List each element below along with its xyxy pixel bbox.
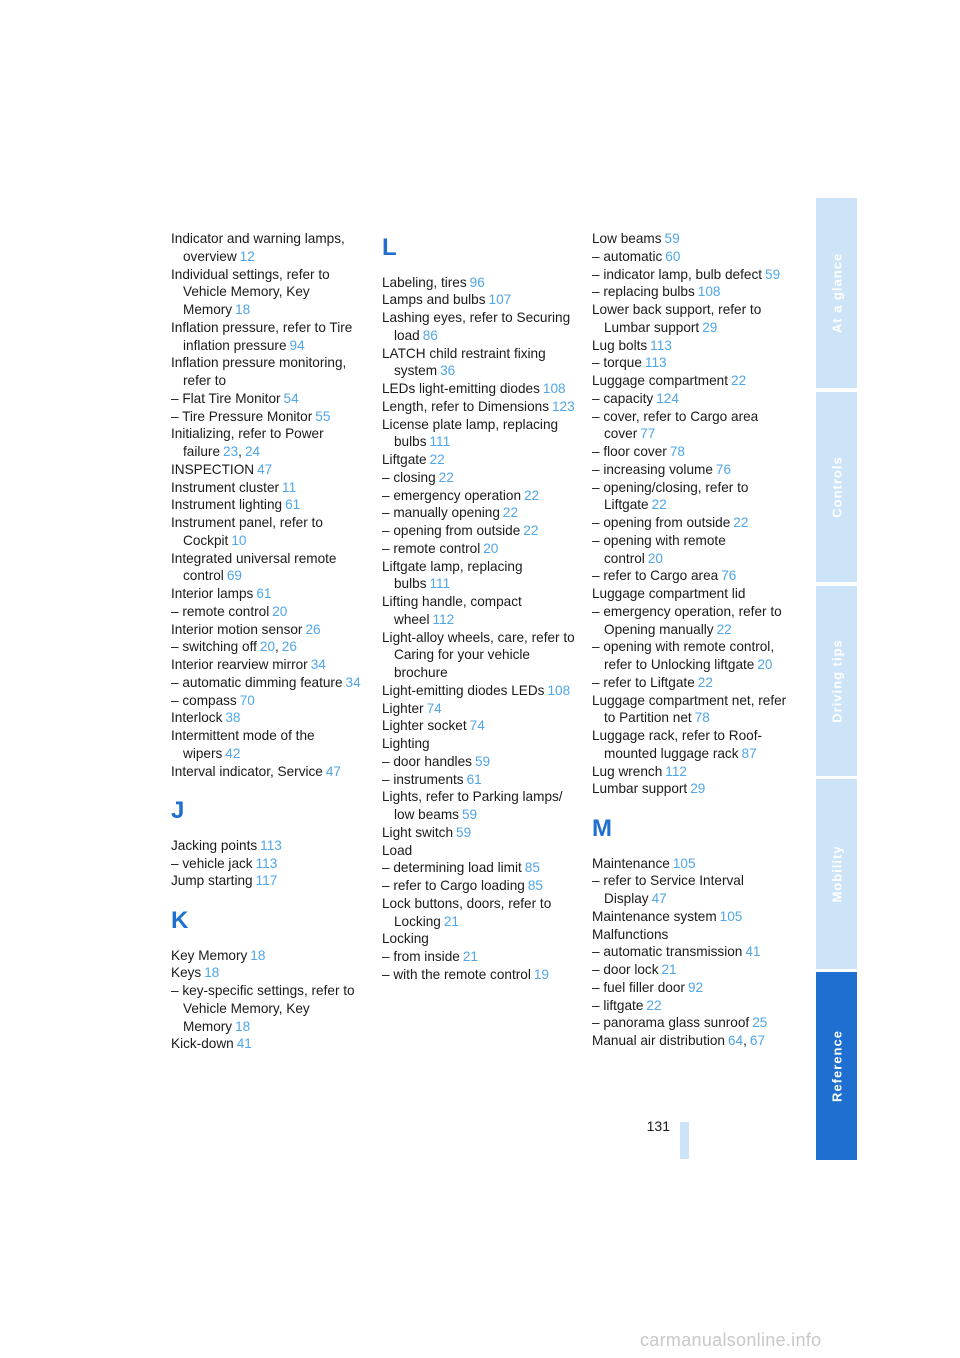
page-link[interactable]: 34 — [310, 657, 326, 672]
entry-text: Interior motion sensor — [171, 621, 303, 637]
page-number: 131 — [646, 1118, 670, 1134]
page-link[interactable]: 61 — [256, 586, 272, 601]
index-entry — [592, 372, 788, 390]
entry-text: – emergency operation, refer to Opening manually — [592, 603, 782, 637]
letter-heading: K — [171, 907, 189, 934]
entry-text: Lower back support, refer to Lumbar support — [592, 302, 762, 335]
tab-label: Reference — [829, 1030, 844, 1102]
index-entry — [592, 855, 788, 873]
index-entry — [592, 603, 788, 639]
entry-text: License plate lamp, replacing bulbs — [382, 416, 559, 450]
entry-text: – door lock — [592, 962, 659, 977]
entry-text: – opening from outside — [592, 515, 731, 530]
index-entry — [382, 593, 578, 629]
entry-text: Maintenance system — [592, 908, 717, 924]
page-link[interactable]: 47 — [325, 763, 341, 779]
entry-text: – floor cover — [592, 444, 667, 459]
page-link[interactable]: 23 — [223, 444, 239, 459]
page-link[interactable]: 60 — [665, 248, 681, 264]
letter-heading: J — [171, 797, 185, 825]
page-link[interactable]: 59 — [474, 753, 491, 769]
entry-text: Manual air distribution — [592, 1033, 725, 1048]
index-entry — [382, 398, 578, 416]
index-entry — [171, 692, 367, 710]
entry-text: – closing — [382, 469, 436, 485]
page-link[interactable]: 41 — [236, 1036, 252, 1052]
index-entry — [592, 283, 788, 301]
entry-text: Individual settings, refer to Vehicle Memory, Key Memory — [171, 266, 330, 317]
page-link[interactable]: 21 — [661, 962, 677, 977]
index-entry — [171, 872, 367, 890]
entry-text: Instrument lighting — [171, 497, 283, 513]
page-link[interactable]: 21 — [462, 949, 478, 964]
entry-text: Luggage rack, refer to Roof-mounted luggage rack — [592, 728, 763, 761]
entry-text: Load — [382, 842, 413, 858]
entry-text: – torque — [592, 355, 642, 371]
entry-text: – key-specific settings, refer to Vehicle Memory, Key Memory — [171, 983, 355, 1034]
index-entry — [382, 788, 578, 824]
index-entry: Initializing, refer to Power failure 23, 24 — [171, 426, 324, 459]
index-entry — [171, 621, 367, 639]
index-entry — [382, 877, 578, 895]
entry-text: Malfunctions — [592, 926, 669, 942]
index-column-3 — [592, 230, 788, 1050]
page-link[interactable]: 113 — [255, 855, 278, 871]
entry-text: Interval indicator, Service — [171, 763, 323, 779]
entry-text: Interlock — [171, 710, 223, 726]
page-link[interactable]: 94 — [289, 337, 305, 353]
page-link[interactable]: 113 — [260, 837, 282, 853]
entry-text: Lumbar support — [592, 781, 688, 797]
entry-text: Initializing, refer to Power failure — [171, 426, 324, 459]
entry-text: – remote control — [171, 603, 270, 619]
page-link[interactable]: 85 — [527, 878, 543, 893]
index-entry — [382, 895, 578, 931]
entry-text: Labeling, tires — [382, 274, 467, 290]
page-link[interactable]: 105 — [672, 855, 696, 871]
index-entry — [382, 522, 578, 540]
entry-text: – switching off — [171, 639, 257, 655]
entry-text: – remote control — [382, 540, 481, 556]
page-link[interactable]: 20 — [259, 639, 276, 655]
entry-text: Light-emitting diodes LEDs — [382, 682, 545, 698]
page-link[interactable]: 96 — [469, 274, 485, 290]
page-link[interactable]: 21 — [443, 913, 459, 929]
index-entry — [171, 837, 367, 855]
page-link[interactable]: 112 — [432, 611, 455, 627]
page-link[interactable]: 92 — [687, 979, 704, 995]
watermark: carmanualsonline.info — [640, 1330, 822, 1350]
page-link[interactable]: 20 — [483, 540, 499, 556]
page-link[interactable]: 22 — [523, 523, 539, 538]
page-link[interactable]: 113 — [650, 337, 672, 353]
entry-text: Luggage compartment — [592, 373, 729, 388]
index-entry — [171, 964, 367, 982]
page-link[interactable]: 70 — [239, 692, 255, 708]
index-entry — [171, 709, 367, 727]
page-link[interactable]: 87 — [741, 745, 757, 761]
entry-text: Length, refer to Dimensions — [382, 398, 549, 414]
entry-text: Lighting — [382, 736, 430, 751]
index-entry — [171, 1035, 367, 1053]
page-link[interactable]: 61 — [466, 771, 482, 787]
index-entry — [382, 469, 578, 487]
entry-text: – instruments — [382, 771, 464, 787]
index-entry — [382, 966, 578, 984]
index-entry — [171, 727, 367, 763]
page-link[interactable]: 22 — [651, 497, 667, 513]
page-link[interactable]: 59 — [765, 266, 781, 282]
entry-text: – fuel filler door — [592, 979, 685, 995]
page-link[interactable]: 24 — [244, 444, 261, 459]
page-link[interactable]: 42 — [225, 745, 241, 761]
page-link[interactable]: 38 — [225, 710, 241, 726]
page-link[interactable]: 61 — [285, 497, 301, 513]
entry-text: – from inside — [382, 949, 460, 964]
page-link[interactable]: 108 — [542, 381, 566, 396]
page-link[interactable]: 108 — [697, 284, 721, 300]
index-entry — [592, 230, 788, 248]
index-entry — [382, 842, 578, 860]
tab-driving-tips[interactable] — [816, 586, 857, 776]
entry-text: Instrument cluster — [171, 479, 280, 495]
page-link[interactable]: 117 — [255, 873, 278, 889]
entry-text: – door handles — [382, 753, 472, 769]
entry-text: – capacity — [592, 390, 654, 406]
entry-text: Indicator and warning lamps, overview — [171, 231, 345, 264]
page-link[interactable]: 108 — [547, 682, 571, 698]
index-entry — [382, 504, 578, 522]
page-link[interactable]: 74 — [426, 700, 442, 716]
letter-heading: M — [592, 815, 612, 842]
index-entry — [592, 443, 788, 461]
index-entry — [171, 479, 367, 497]
index-entry — [382, 274, 578, 292]
page-link[interactable]: 105 — [719, 908, 743, 924]
page-link[interactable]: 86 — [422, 327, 438, 343]
index-column-1 — [171, 230, 367, 1053]
entry-text: – opening/closing, refer to Liftgate — [592, 479, 749, 513]
page-link[interactable]: 26 — [281, 639, 297, 655]
index-entry — [382, 540, 578, 558]
entry-text: – determining load limit — [382, 860, 522, 876]
index-entry — [382, 629, 578, 682]
entry-text: LEDs light-emitting diodes — [382, 381, 540, 396]
entry-text: Liftgate lamp, replacing bulbs — [382, 558, 523, 592]
page-link[interactable]: 12 — [239, 248, 255, 264]
page-link[interactable]: 74 — [469, 718, 485, 734]
entry-text: INSPECTION — [171, 461, 255, 477]
index-entry — [171, 408, 367, 426]
index-entry — [171, 603, 367, 621]
index-entry — [382, 558, 578, 594]
entry-text: Key Memory — [171, 947, 248, 963]
index-entry — [171, 656, 367, 674]
index-entry — [382, 771, 578, 789]
entry-text: Lighter — [382, 700, 424, 716]
entry-text: Interior lamps — [171, 586, 254, 601]
page-link[interactable]: 112 — [665, 763, 687, 779]
tab-label: Controls — [829, 456, 844, 518]
index-entry — [171, 550, 367, 586]
page-link[interactable]: 47 — [651, 891, 667, 906]
entry-text: – automatic — [592, 248, 663, 264]
index-entry — [171, 514, 367, 550]
index-entry — [592, 408, 788, 444]
index-entry — [592, 301, 788, 337]
entry-text: Light switch — [382, 824, 454, 840]
entry-text: Keys — [171, 965, 202, 981]
index-entry — [592, 514, 788, 532]
entry-text: Maintenance — [592, 855, 670, 871]
page-link[interactable]: 64 — [727, 1033, 744, 1048]
entry-text: Integrated universal remote control — [171, 550, 337, 584]
index-entry — [592, 567, 788, 585]
page-link[interactable]: 59 — [664, 231, 680, 246]
tab-mobility[interactable] — [816, 779, 857, 969]
page-link[interactable]: 25 — [752, 1015, 768, 1031]
page-link[interactable]: 22 — [697, 674, 713, 690]
page-link[interactable]: 76 — [721, 568, 737, 584]
entry-text: – opening from outside — [382, 523, 521, 538]
entry-text: Jump starting — [171, 873, 253, 889]
page-link[interactable]: 124 — [656, 390, 679, 406]
index-entry — [382, 735, 578, 753]
page-link[interactable]: 77 — [640, 426, 656, 442]
page-link[interactable]: 36 — [440, 363, 456, 379]
entry-text: Lighter socket — [382, 718, 467, 734]
entry-text: – opening with remote control — [592, 532, 726, 566]
page-link[interactable]: 41 — [745, 944, 761, 960]
index-entry — [592, 692, 788, 728]
page-link[interactable]: 85 — [524, 860, 540, 876]
index-entry — [171, 354, 367, 390]
entry-text: – compass — [171, 692, 237, 708]
entry-text: – panorama glass sunroof — [592, 1015, 750, 1031]
page-link[interactable]: 20 — [757, 657, 773, 672]
page-link[interactable]: 29 — [690, 781, 706, 797]
tab-controls[interactable] — [816, 392, 857, 582]
page-link[interactable]: 22 — [429, 452, 445, 467]
entry-text: Lifting handle, compact wheel — [382, 594, 522, 627]
page-link[interactable]: 111 — [429, 576, 451, 592]
page-link[interactable]: 47 — [257, 461, 273, 477]
index-entry — [592, 872, 788, 908]
page-link[interactable]: 34 — [345, 674, 361, 690]
entry-text: Instrument panel, refer to Cockpit — [171, 515, 323, 548]
entry-text: – Flat Tire Monitor — [171, 390, 281, 406]
page-link[interactable]: 22 — [733, 515, 749, 530]
index-entry — [592, 997, 788, 1015]
entry-text: – with the remote control — [382, 966, 531, 982]
letter-heading: L — [382, 234, 397, 261]
index-entry — [382, 345, 578, 381]
entry-text: Luggage compartment net, refer to Partition net — [592, 692, 787, 726]
index-entry — [382, 700, 578, 718]
index-entry — [382, 380, 578, 398]
entry-text: – refer to Service Interval Display — [592, 873, 744, 906]
entry-text: Luggage compartment lid — [592, 586, 746, 601]
entry-text: Locking — [382, 931, 429, 947]
entry-text: Inflation pressure monitoring, refer to — [171, 355, 347, 388]
index-entry — [382, 859, 578, 877]
entry-text: Lock buttons, doors, refer to Locking — [382, 895, 552, 929]
page-link[interactable]: 18 — [235, 1018, 251, 1034]
page-link[interactable]: 20 — [647, 550, 663, 566]
index-entry — [592, 532, 788, 568]
page-link[interactable]: 54 — [283, 390, 299, 406]
index-entry — [382, 753, 578, 771]
entry-text: Intermittent mode of the wipers — [171, 728, 315, 761]
index-entry — [592, 961, 788, 979]
page-link[interactable]: 22 — [502, 505, 519, 521]
page-link[interactable]: 55 — [315, 408, 331, 424]
tab-label: At a glance — [829, 252, 844, 334]
entry-text: Liftgate — [382, 452, 427, 467]
entry-text: Lights, refer to Parking lamps/ low beams — [382, 789, 563, 822]
index-entry — [171, 496, 367, 514]
page-link[interactable]: 20 — [272, 603, 288, 619]
index-entry — [382, 824, 578, 842]
index-entry — [382, 416, 578, 452]
index-entry — [171, 230, 367, 266]
entry-text: – emergency operation — [382, 487, 522, 503]
index-entry — [592, 908, 788, 926]
page-marker — [680, 1122, 689, 1159]
index-entry — [171, 390, 367, 408]
entry-text: Inflation pressure, refer to Tire inflation pressure — [171, 319, 353, 353]
index-entry: – switching off 20, 26 — [171, 639, 297, 655]
page-link[interactable]: 22 — [716, 621, 732, 637]
index-entry — [382, 309, 578, 345]
index-entry — [592, 943, 788, 961]
index-entry — [382, 487, 578, 505]
entry-text: LATCH child restraint fixing system — [382, 345, 546, 379]
page-link[interactable]: 18 — [204, 965, 220, 981]
index-entry — [382, 451, 578, 469]
page-link[interactable]: 22 — [646, 997, 662, 1013]
page-link[interactable]: 22 — [524, 487, 540, 503]
index-entry — [592, 585, 788, 603]
index-entry — [592, 248, 788, 266]
entry-text: Kick-down — [171, 1036, 234, 1052]
page-link[interactable]: 22 — [438, 469, 454, 485]
index-entry — [382, 948, 578, 966]
page-link[interactable]: 67 — [749, 1033, 766, 1048]
page-link[interactable]: 18 — [235, 302, 251, 317]
entry-text: – liftgate — [592, 997, 644, 1013]
index-entry — [171, 982, 367, 1035]
index-entry — [592, 337, 788, 355]
entry-text: – manually opening — [382, 505, 500, 521]
page-link[interactable]: 78 — [669, 444, 685, 459]
index-entry — [592, 1014, 788, 1032]
tab-label: Mobility — [829, 845, 844, 903]
index-entry — [171, 266, 367, 319]
page-link[interactable]: 19 — [533, 966, 549, 982]
page-link[interactable]: 111 — [429, 434, 451, 450]
entry-text: – refer to Cargo loading — [382, 878, 525, 893]
index-entry — [592, 461, 788, 479]
index-entry — [382, 682, 578, 700]
page-link[interactable]: 123 — [552, 398, 575, 414]
entry-text: – vehicle jack — [171, 855, 253, 871]
page-link[interactable]: 29 — [702, 319, 718, 335]
page-link[interactable]: 76 — [715, 461, 732, 477]
index-entry — [171, 461, 367, 479]
entry-text: – opening with remote control, refer to Unlocking liftgate — [592, 639, 775, 672]
page-link[interactable]: 22 — [731, 373, 747, 388]
index-entry — [592, 479, 788, 515]
entry-text: – indicator lamp, bulb defect — [592, 266, 763, 282]
index-entry — [171, 585, 367, 603]
entry-text: – cover, refer to Cargo area cover — [592, 408, 759, 442]
index-entry — [592, 763, 788, 781]
index-entry — [592, 638, 788, 674]
index-entry — [382, 717, 578, 735]
index-entry — [171, 319, 367, 355]
page-link[interactable]: 10 — [231, 532, 247, 548]
tab-label: Driving tips — [829, 639, 844, 723]
page-link[interactable]: 78 — [694, 710, 710, 726]
entry-text: – automatic transmission — [592, 944, 743, 960]
index-entry — [592, 390, 788, 408]
entry-text: – replacing bulbs — [592, 284, 695, 300]
page-link[interactable]: 59 — [461, 807, 478, 822]
entry-text: – automatic dimming feature — [171, 674, 343, 690]
page-link[interactable]: 11 — [282, 479, 297, 495]
index-entry — [171, 674, 367, 692]
entry-text: Lashing eyes, refer to Securing load — [382, 310, 571, 343]
entry-text: – refer to Cargo area — [592, 568, 719, 584]
index-entry — [592, 780, 788, 798]
index-entry — [171, 763, 367, 781]
tab-reference[interactable] — [816, 972, 857, 1160]
index-entry — [592, 674, 788, 692]
entry-text: – increasing volume — [592, 461, 713, 477]
entry-text: Lug wrench — [592, 763, 663, 779]
entry-text: Interior rearview mirror — [171, 657, 308, 672]
index-entry — [171, 855, 367, 873]
index-entry: Manual air distribution 64, 67 — [592, 1033, 766, 1048]
index-entry — [592, 266, 788, 284]
page-link[interactable]: 26 — [305, 621, 321, 637]
entry-text: Lamps and bulbs — [382, 292, 486, 308]
index-entry — [592, 727, 788, 763]
index-entry — [171, 947, 367, 965]
tab-at-a-glance[interactable] — [816, 198, 857, 388]
index-entry — [592, 979, 788, 997]
index-column-2 — [382, 230, 578, 984]
index-entry — [382, 291, 578, 309]
entry-text: – refer to Liftgate — [592, 674, 695, 690]
entry-text: Lug bolts — [592, 337, 648, 353]
page-link[interactable]: 107 — [488, 292, 512, 308]
index-entry — [592, 354, 788, 372]
index-entry — [382, 930, 578, 948]
page-link[interactable]: 59 — [456, 824, 472, 840]
index-entry — [592, 926, 788, 944]
entry-text: Jacking points — [171, 837, 258, 853]
page-link[interactable]: 69 — [226, 568, 242, 584]
entry-text: – Tire Pressure Monitor — [171, 408, 313, 424]
entry-text: Light-alloy wheels, care, refer to Caring for your vehicle brochure — [382, 629, 575, 680]
entry-text: Low beams — [592, 231, 662, 246]
page-link[interactable]: 113 — [644, 355, 667, 371]
page-link[interactable]: 18 — [250, 947, 266, 963]
